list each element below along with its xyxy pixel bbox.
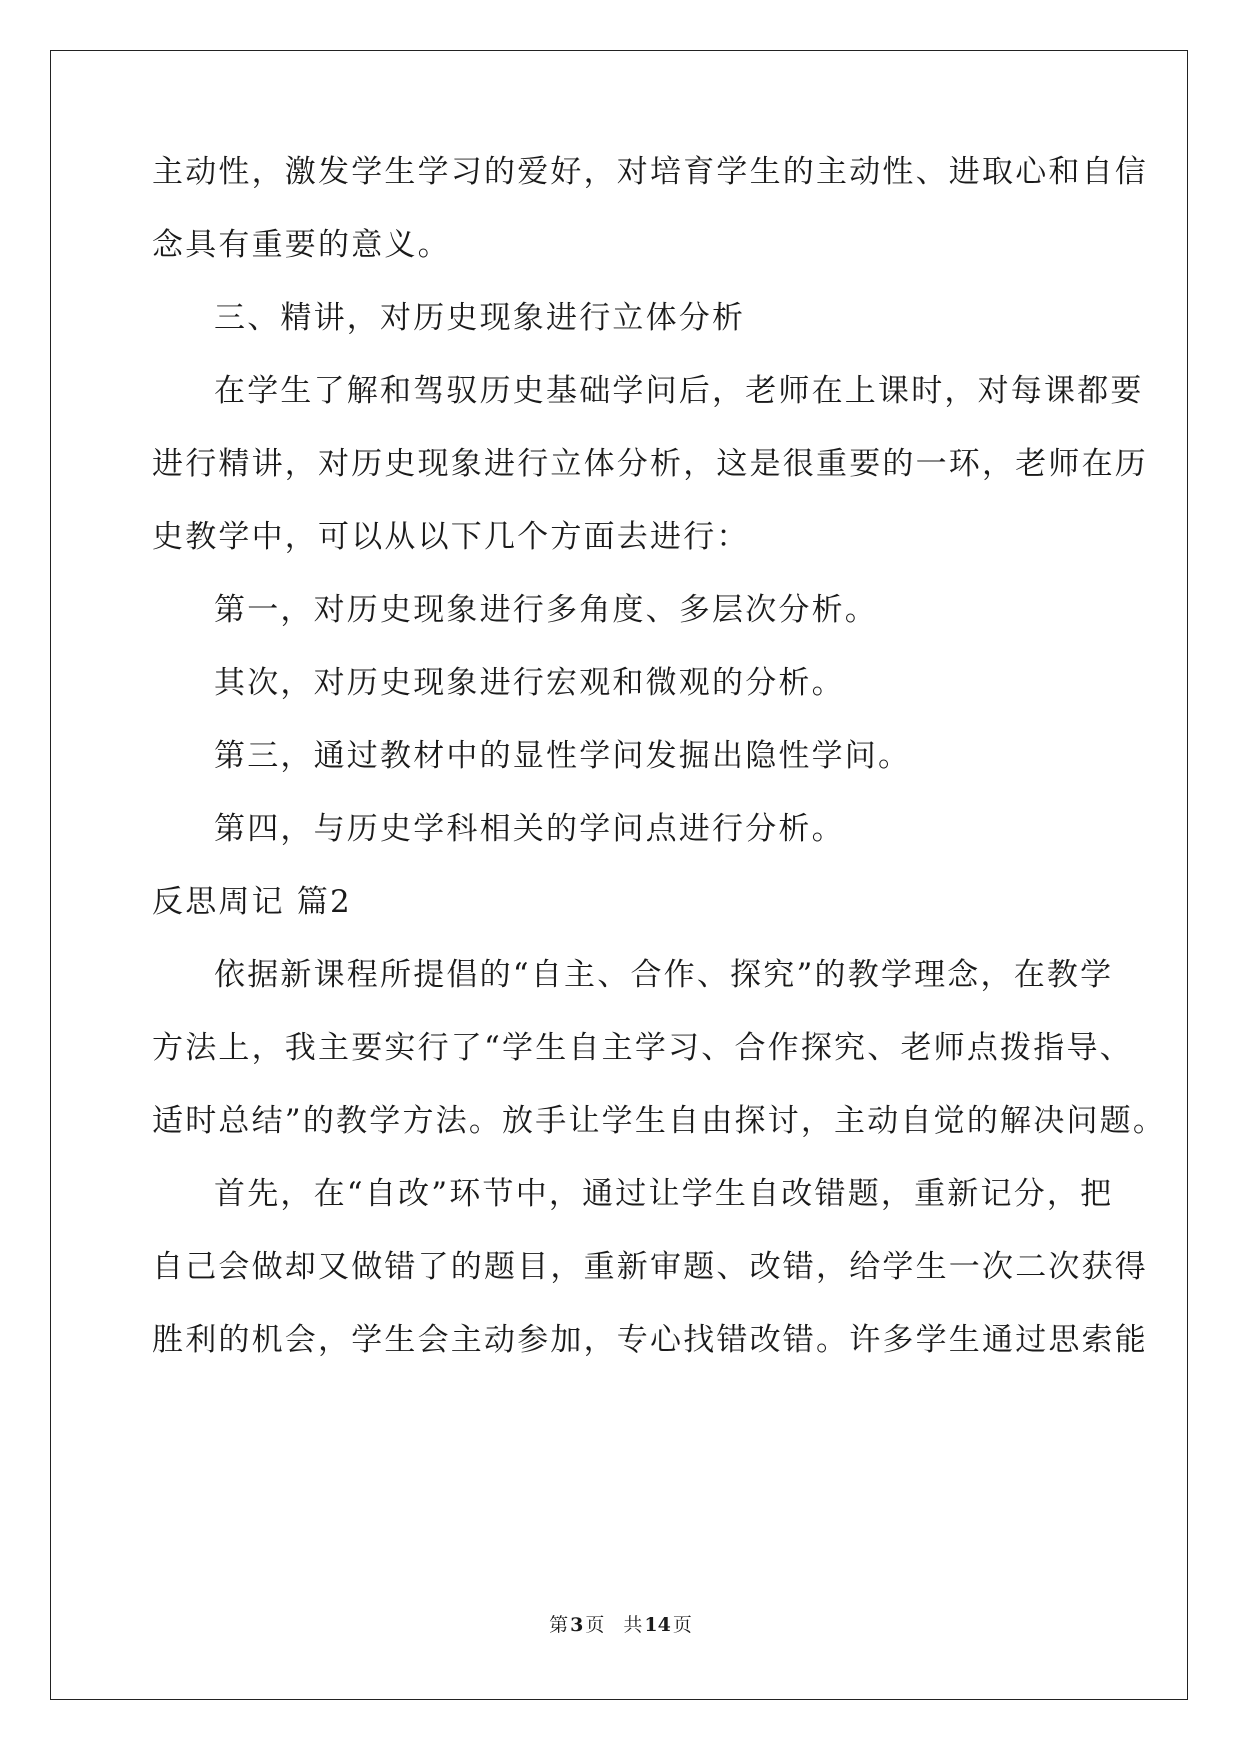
list-item: 第四，与历史学科相关的学问点进行分析。	[214, 811, 845, 847]
body-text-line: 方法上，我主要实行了“学生自主学习、合作探究、老师点拨指导、	[152, 1030, 1133, 1066]
body-text-line: 胜利的机会，学生会主动参加，专心找错改错。许多学生通过思索能	[152, 1322, 1148, 1358]
total-page-count: 14	[644, 1614, 671, 1636]
section-heading: 三、精讲，对历史现象进行立体分析	[214, 300, 746, 336]
list-item: 第三，通过教材中的显性学问发掘出隐性学问。	[214, 738, 912, 774]
body-text-line: 进行精讲，对历史现象进行立体分析，这是很重要的一环，老师在历	[152, 446, 1148, 482]
article-title: 反思周记 篇2	[152, 884, 352, 920]
page-number-suffix: 页	[672, 1614, 692, 1636]
body-text-line: 在学生了解和驾驭历史基础学问后，老师在上课时，对每课都要	[214, 373, 1144, 409]
body-text-line: 首先，在“自改”环节中，通过让学生自改错题，重新记分，把	[214, 1176, 1114, 1212]
body-text-line: 适时总结”的教学方法。放手让学生自由探讨，主动自觉的解决问题。	[152, 1103, 1167, 1139]
body-text-line: 史教学中，可以从以下几个方面去进行：	[152, 519, 750, 555]
body-text-line: 主动性，激发学生学习的爱好，对培育学生的主动性、进取心和自信	[152, 154, 1148, 190]
list-item: 第一，对历史现象进行多角度、多层次分析。	[214, 592, 878, 628]
page-footer	[0, 1613, 1241, 1637]
page-number-prefix: 第	[549, 1614, 569, 1636]
body-text-line: 自己会做却又做错了的题目，重新审题、改错，给学生一次二次获得	[152, 1249, 1148, 1285]
list-item: 其次，对历史现象进行宏观和微观的分析。	[214, 665, 845, 701]
body-text-line: 依据新课程所提倡的“自主、合作、探究”的教学理念，在教学	[214, 957, 1114, 993]
current-page-number: 3	[570, 1614, 584, 1636]
body-text-line: 念具有重要的意义。	[152, 227, 451, 263]
page-number-mid: 页 共	[585, 1614, 643, 1636]
